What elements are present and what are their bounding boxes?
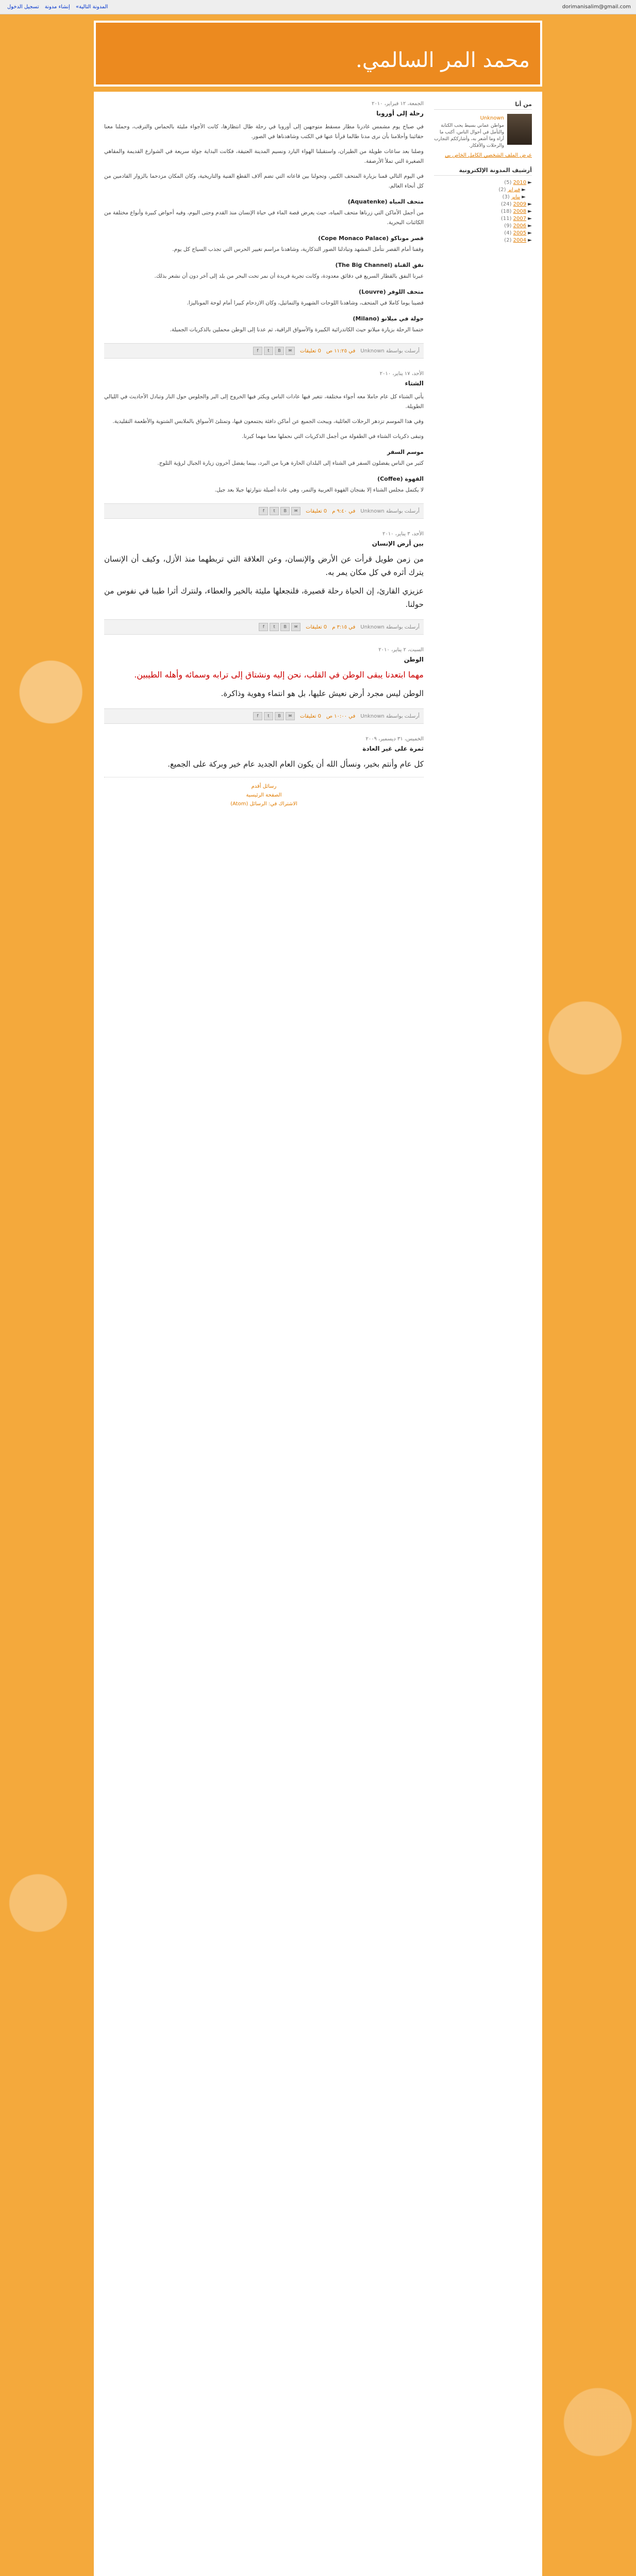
post-paragraph: مهما ابتعدنا يبقى الوطن في القلب، نحن إليه ونشتاق إلى ترابه وسمائه وأهله الطيبين. [134,670,424,680]
navbar-create-blog-link[interactable]: إنشاء مدونة [44,4,70,10]
share-buttons [253,712,295,720]
profile-name[interactable]: Unknown [480,115,504,121]
date-header: السبت، ٢ يناير، ٢٠١٠ [378,647,424,653]
archive-item[interactable]: ► 2007 (11) [500,216,532,222]
post-title[interactable]: الشتاء [405,380,424,387]
post-author: أرسلت بواسطة Unknown [360,713,420,719]
post-title[interactable]: بين أرض الإنسان [372,540,424,547]
post-comments-link[interactable]: 0 تعليقات [299,348,321,354]
navbar-sign-in-link[interactable]: تسجيل الدخول [7,4,39,10]
profile-link[interactable]: عرض الملف الشخصي الكامل الخاص بي [445,152,532,158]
archive-item[interactable]: ► 2008 (18) [500,209,532,214]
blogger-navbar [0,0,636,14]
section-text: قضينا يوما كاملا في المتحف، وشاهدنا اللوحات الشهيرة والتماثيل، وكان الازدحام كبيرا أمام لوحة الموناليزا. [187,300,424,306]
post-paragraph: في اليوم التالي قمنا بزيارة المتحف الكبير، وتجولنا بين قاعاته التي تضم آلاف القطع الفنية والتاريخية، وكان المكان مزدحما بالزوار القادمين من كل أنحاء العالم. [104,173,424,189]
section-text: لا يكتمل مجلس الشتاء إلا بفنجان القهوة العربية والتمر، وهي عادة أصيلة نتوارثها جيلا بعد جيل. [214,487,424,493]
section-text: كثير من الناس يفضلون السفر في الشتاء إلى البلدان الحارة هربا من البرد، بينما يفضل آخرون زيارة الجبال لرؤية الثلوج. [157,460,424,466]
main-posts [104,101,424,810]
post-title[interactable]: ثمرة على غير العادة [362,745,424,752]
archive-item[interactable]: ► 2009 (24) [500,201,532,207]
email-share-icon[interactable]: ✉ [291,507,300,515]
section-heading: نفق القناة (The Big Channel) [335,262,424,268]
post-footer [104,343,424,359]
facebook-share-icon[interactable]: f [259,507,268,515]
archive-item[interactable]: ► 2010 (5) [504,180,532,185]
post-comments-link[interactable]: 0 تعليقات [299,713,321,719]
post-comments-link[interactable]: 0 تعليقات [306,508,327,514]
content-outer [94,92,542,2576]
post-paragraph: من زمن طويل قرأت عن الأرض والإنسان، وعن العلاقة التي تربطهما منذ الأزل، وكيف أن الإنسان يترك أثره في كل مكان يمر به. [104,554,424,577]
section-heading: القهوة (Coffee) [377,476,424,482]
profile-widget [434,114,532,149]
section-heading: جولة في ميلانو (Milano) [353,315,424,322]
section-text: من أجمل الأماكن التي زرناها متحف المياه، حيث يعرض قصة الماء في حياة الإنسان منذ القدم وحتى اليوم، وفيه أحواض كبيرة وأنواع مختلفة من الكائنات البحرية. [104,210,424,226]
post [104,736,424,771]
facebook-share-icon[interactable]: f [253,347,262,355]
email-share-icon[interactable]: ✉ [291,623,300,631]
post-author: أرسلت بواسطة Unknown [360,348,420,354]
post-paragraph: وتبقى ذكريات الشتاء في الطفولة من أجمل الذكريات التي نحملها معنا مهما كبرنا. [242,433,424,439]
post-author: أرسلت بواسطة Unknown [360,508,420,514]
post [104,531,424,635]
section-text: ختمنا الرحلة بزيارة ميلانو حيث الكاتدرائية الكبيرة والأسواق الراقية، ثم عدنا إلى الوطن محملين بالذكريات الجميلة. [170,327,424,333]
archive-item[interactable]: ► 2006 (9) [504,223,532,229]
section-heading: متحف المياه (Aquatenke) [347,198,424,205]
archive-item[interactable]: ► يناير (3) [502,194,526,200]
navbar-links [5,4,110,10]
post-timestamp[interactable]: في ١١:٢٥ ص [326,348,356,354]
navbar-email: dorimanisalim@gmail.com [562,4,631,10]
older-posts-link[interactable]: رسائل أقدم [251,784,277,789]
share-buttons [259,507,300,515]
date-header: الأحد، ٣ يناير، ٢٠١٠ [382,531,424,537]
date-header: الأحد، ١٧ يناير، ٢٠١٠ [379,371,424,377]
date-header: الخميس، ٣١ ديسمبر، ٢٠٠٩ [365,736,424,742]
post [104,647,424,724]
section-heading: قصر موناكو (Cope Monaco Palace) [318,235,424,242]
post-paragraph: في صباح يوم مشمس غادرنا مطار مسقط متوجهين إلى أوروبا في رحلة طال انتظارها، كانت الأجواء مليئة بالحماس والترقب، وحملنا معنا حقائبنا وأحلامنا بأن نرى مدنا طالما قرأنا عنها في الكتب وشاهدناها في الصور. [104,124,424,140]
post-footer [104,708,424,724]
date-header: الجمعة، ١٢ فبراير، ٢٠١٠ [372,101,424,107]
email-share-icon[interactable]: ✉ [286,347,295,355]
blog-share-icon[interactable]: B [275,712,284,720]
blog-title[interactable]: محمد المر السالمي. [356,48,530,72]
post-timestamp[interactable]: في ١٠:٠٠ ص [326,713,356,719]
subscribe-link[interactable]: الاشتراك في: الرسائل (Atom) [230,801,297,807]
share-buttons [259,623,300,631]
navbar-next-blog-link[interactable]: المدونة التالية» [76,4,108,10]
post-footer [104,503,424,519]
post-timestamp[interactable]: في ٣:١٥ م [332,624,356,630]
post [104,371,424,519]
blog-share-icon[interactable]: B [280,507,290,515]
twitter-share-icon[interactable]: t [270,507,279,515]
post-paragraph: وصلنا بعد ساعات طويلة من الطيران، واستقبلنا الهواء البارد ونسيم المدينة العتيقة، فكانت البداية جولة سريعة في الشوارع القديمة والمقاهي الصغيرة التي تملأ الأرصفة. [104,148,424,164]
avatar[interactable] [507,114,532,145]
post-paragraph: وفي هذا الموسم تزدهر الرحلات العائلية، ويبحث الجميع عن أماكن دافئة يجتمعون فيها، وتمتلئ الأسواق بالملابس الشتوية والأطعمة التقليدية. [112,418,424,425]
blog-share-icon[interactable]: B [280,623,290,631]
share-buttons [253,347,295,355]
blog-header [94,21,542,87]
home-link[interactable]: الصفحة الرئيسية [246,792,282,798]
post-paragraph: عزيزي القارئ، إن الحياة رحلة قصيرة، فلنجعلها مليئة بالخير والعطاء، ولنترك أثرا طيبا في نفوس من حولنا. [104,586,424,609]
archive-title: أرشيف المدونة الإلكترونية [434,167,532,176]
archive-item[interactable]: ► فبراير (2) [498,187,526,193]
twitter-share-icon[interactable]: t [264,712,273,720]
post-title[interactable]: الوطن [404,656,424,663]
post-footer [104,619,424,635]
post-paragraph: الوطن ليس مجرد أرض نعيش عليها، بل هو انتماء وهوية وذاكرة. [221,689,424,698]
blog-share-icon[interactable]: B [275,347,284,355]
section-heading: موسم السفر [387,449,424,455]
post-comments-link[interactable]: 0 تعليقات [306,624,327,630]
section-text: وقفنا أمام القصر نتأمل المشهد وتبادلنا الصور التذكارية، وشاهدنا مراسم تغيير الحرس التي تجذب السياح كل يوم. [172,246,424,252]
archive-item[interactable]: ► 2004 (2) [504,238,532,243]
twitter-share-icon[interactable]: t [264,347,273,355]
facebook-share-icon[interactable]: f [253,712,262,720]
profile-text: مواطن عماني بسيط يحب الكتابة والتأمل في أحوال الناس، أكتب ما أراه وما أشعر به، وأشارككم التجارب والرحلات والأفكار. [434,123,504,148]
email-share-icon[interactable]: ✉ [286,712,295,720]
facebook-share-icon[interactable]: f [259,623,268,631]
section-heading: متحف اللوفر (Louvre) [359,289,424,295]
post-timestamp[interactable]: في ٩:٤٠ م [332,508,356,514]
post [104,101,424,359]
post-paragraph: يأتي الشتاء كل عام حاملا معه أجواء مختلفة، تتغير فيها عادات الناس ويكثر فيها الخروج إلى البر والجلوس حول النار وتبادل الأحاديث في الليالي الطويلة. [104,394,424,410]
about-title: من أنا [434,101,532,110]
post-author: أرسلت بواسطة Unknown [360,624,420,630]
archive-item[interactable]: ► 2005 (4) [504,230,532,236]
twitter-share-icon[interactable]: t [270,623,279,631]
post-title[interactable]: رحلة إلى أوروبا [376,110,424,117]
post-paragraph: كل عام وأنتم بخير، ونسأل الله أن يكون العام الجديد عام خير وبركة على الجميع. [168,759,424,769]
section-text: عبرنا النفق بالقطار السريع في دقائق معدودة، وكانت تجربة فريدة أن نمر تحت البحر من بلد إلى آخر دون أن نشعر بذلك. [154,273,424,279]
archive-list [434,180,532,243]
sidebar [434,101,532,250]
